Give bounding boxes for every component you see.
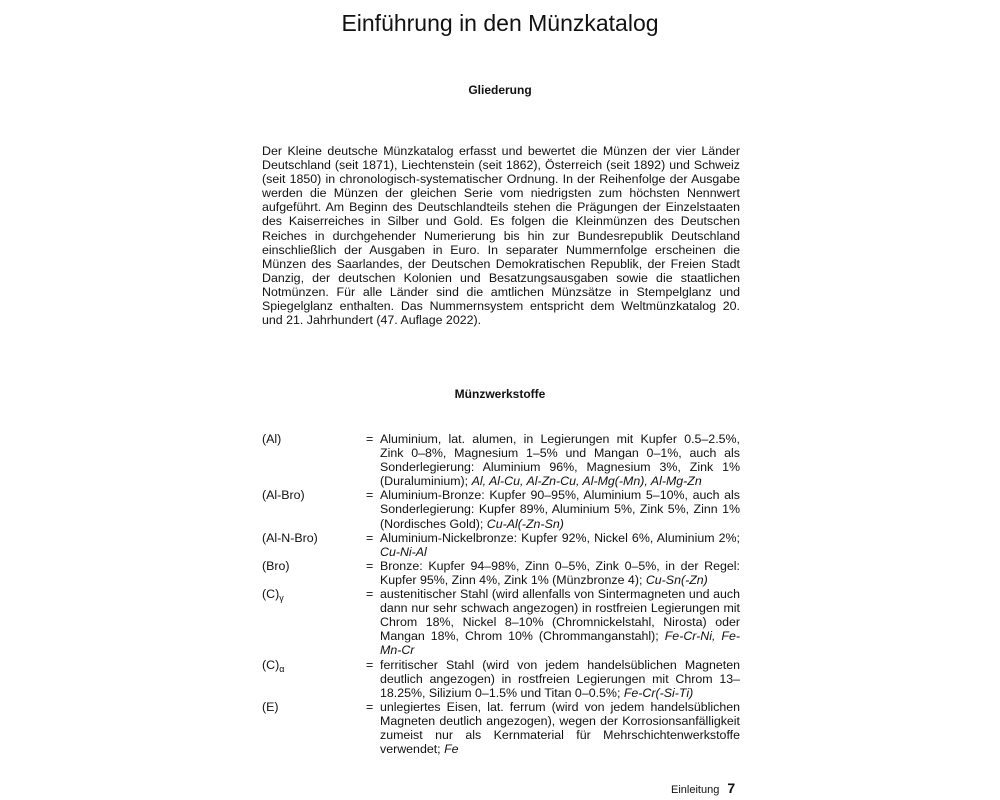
material-row [262,559,740,587]
material-code: (Al) [262,432,282,446]
material-formula: Fe [444,742,459,757]
material-row [262,531,740,559]
material-description: ferritischer Stahl (wird von jedem handelsüblichen Magneten deutlich angezogen) in rostfreien Legierungen mit Chrom 13–18.25%, Silizium 0–1.5% und Titan 0–0.5%; Fe-Cr(-Si-Ti) [380,657,740,700]
materials-list [262,432,740,756]
material-formula: Cu-Sn(-Zn) [645,572,708,587]
equals-sign: = [366,558,374,573]
material-description: austenitischer Stahl (wird allenfalls von Sintermagneten und auch dann nur sehr schwach angezogen) in rostfreien Legierungen mit Chrom 18%, Nickel 8–10% (Chromnickelstahl, Nirosta) oder Mangan 18%, Chrom 10% (Chrommanganstahl); Fe-Cr-Ni, Fe-Mn-Cr [380,587,741,658]
material-description: Aluminium-Nickelbronze: Kupfer 92%, Nickel 6%, Aluminium 2%; Cu-Ni-Al [380,530,740,559]
page-title: Einführung in den Münzkatalog [341,10,659,37]
material-code: (Bro) [262,558,290,573]
material-code: (Al-N-Bro) [262,530,318,545]
material-description: Aluminium-Bronze: Kupfer 90–95%, Aluminium 5–10%, auch als Sonderlegierung: Kupfer 89%, Aluminium 5%, Zink 5%, Zinn 1% (Nordisches Gold); Cu-Al(-Zn-Sn) [380,488,740,531]
material-row [262,700,740,756]
equals-sign: = [366,699,374,714]
section-heading-gliederung: Gliederung [468,83,532,97]
equals-sign: = [366,657,374,672]
material-description: unlegiertes Eisen, lat. ferrum (wird von jedem handelsüblichen Magneten deutlich angezogen), wegen der Korrosionsanfälligkeit zumeist nur als Kernmaterial für Mehrschichtenwerkstoffe verwendet; Fe [380,699,740,757]
material-description: Bronze: Kupfer 94–98%, Zinn 0–5%, Zink 0–5%, in der Regel: Kupfer 95%, Zinn 4%, Zink 1% (Münzbronze 4); Cu-Sn(-Zn) [380,558,740,587]
material-formula: Cu-Al(-Zn-Sn) [486,516,564,531]
intro-paragraph: Der Kleine deutsche Münzkatalog erfasst und bewertet die Münzen der vier Länder Deutschland (seit 1871), Liechtenstein (seit 1862), Österreich (seit 1892) und Schweiz (seit 1850) in chronologisch-systematischer Ordnung. In der Reihenfolge der Ausgabe werden die Münzen der gleichen Serie vom niedrigsten zum höchsten Nennwert aufgeführt. Am Beginn des Deutschlandteils stehen die Prägungen der Einzelstaaten des Kaiserreiches in Silber und Gold. Es folgen die Kleinmünzen des Deutschen Reiches in durchgehender Numerierung bis hin zur Bundesrepublik Deutschland einschließlich der Ausgaben in Euro. In separater Nummernfolge erscheinen die Münzen des Saarlandes, der Deutschen Demokratischen Republik, der Freien Stadt Danzig, der deutschen Kolonien und Besatzungsausgaben sowie die staatlichen Notmünzen. Für alle Länder sind die amtlichen Münzsätze in Stempelglanz und Spiegelglanz enthalten. Das Nummernsystem entspricht dem Weltmünzkatalog 20. und 21. Jahrhundert (47. Auflage 2022). [262,144,740,328]
page-footer [671,780,735,796]
equals-sign: = [366,530,374,545]
material-row [262,488,740,530]
material-code: $(C)_\gamma$ [262,587,284,604]
material-row [262,587,740,657]
material-code: $(C)_\alpha$ [262,657,285,674]
footer-label: Einleitung [671,784,720,796]
material-formula: Al, Al-Cu, Al-Zn-Cu, Al-Mg(-Mn), Al-Mg-Zn [471,474,702,489]
material-code: (Al-Bro) [262,488,305,503]
equals-sign: = [366,488,374,503]
material-row [262,432,740,488]
material-formula: Cu-Ni-Al [380,544,427,559]
material-description: Aluminium, lat. alumen, in Legierungen mit Kupfer 0.5–2.5%, Zink 0–8%, Magnesium 1–5% und Mangan 0–1%, auch als Sonderlegierung: Aluminium 96%, Magnesium 3%, Zink 1% (Duraluminium); Al, Al-Cu, Al-Zn-Cu, Al-Mg(-Mn), Al-Mg-Zn [380,432,740,489]
equals-sign: = [366,432,374,446]
material-formula: Fe-Cr(-Si-Ti) [623,685,694,700]
material-row [262,658,740,700]
page-number: 7 [727,780,736,796]
material-formula: Fe-Cr-Ni, Fe-Mn-Cr [380,629,741,658]
equals-sign: = [366,587,374,602]
material-code: (E) [262,699,279,714]
section-heading-muenzwerkstoffe: Münzwerkstoffe [454,387,546,401]
